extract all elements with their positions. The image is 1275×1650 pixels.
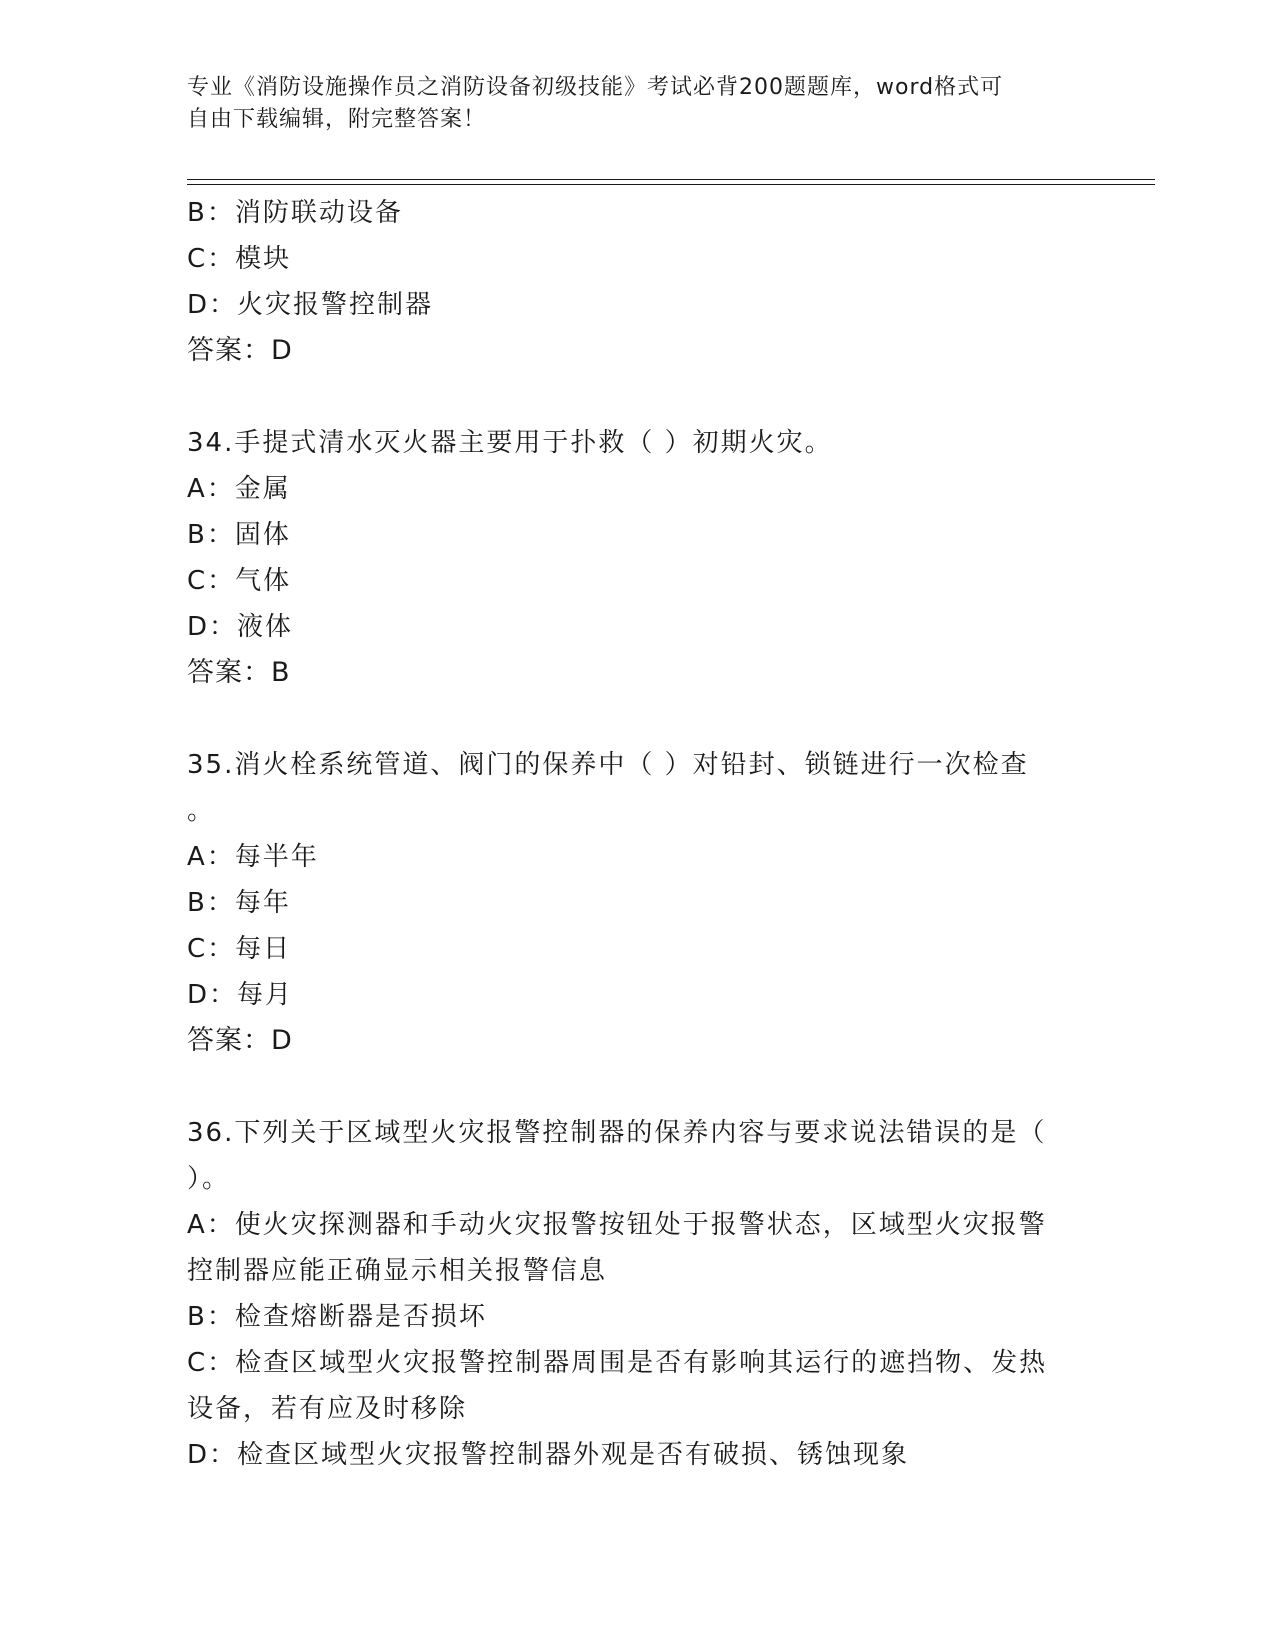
header-rule-bottom: [187, 184, 1155, 185]
option-c: C：每日: [187, 934, 292, 964]
answer: 答案：D: [187, 335, 293, 366]
option-c: C：气体: [187, 566, 292, 596]
option-a-line-2: 控制器应能正确显示相关报警信息: [187, 1256, 608, 1286]
answer: 答案：D: [187, 1025, 293, 1056]
question-36: [187, 1110, 1077, 1478]
option-c-line-2: 设备，若有应及时移除: [187, 1394, 468, 1424]
option-d: D：液体: [187, 612, 294, 642]
option-b: B：消防联动设备: [187, 198, 403, 228]
option-c: C：模块: [187, 244, 292, 274]
question-34: [187, 420, 1077, 696]
spacer: [187, 1064, 1077, 1110]
option-d: D：火灾报警控制器: [187, 290, 434, 320]
option-b: B：每年: [187, 888, 291, 918]
option-a-line-1: A：使火灾探测器和手动火灾报警按钮处于报警状态，区域型火灾报警: [187, 1210, 1047, 1240]
spacer: [187, 374, 1077, 420]
document-body: [187, 190, 1077, 1478]
question-33-tail: [187, 190, 1077, 374]
option-b: B：固体: [187, 520, 291, 550]
header-line-1: 专业《消防设施操作员之消防设备初级技能》考试必背200题题库，word格式可: [187, 75, 1004, 100]
option-b: B：检查熔断器是否损坏: [187, 1302, 487, 1332]
question-text-line-1: 35.消火栓系统管道、阀门的保养中（ ）对铅封、锁链进行一次检查: [187, 750, 1029, 780]
document-header: [187, 72, 1067, 136]
answer: 答案：B: [187, 657, 291, 688]
header-rule-top: [187, 179, 1155, 180]
spacer: [187, 696, 1077, 742]
option-a: A：金属: [187, 474, 291, 504]
option-d: D：每月: [187, 980, 294, 1010]
option-a: A：每半年: [187, 842, 319, 872]
question-35: [187, 742, 1077, 1064]
question-text-line-1: 36.下列关于区域型火灾报警控制器的保养内容与要求说法错误的是（: [187, 1118, 1047, 1148]
option-c-line-1: C：检查区域型火灾报警控制器周围是否有影响其运行的遮挡物、发热: [187, 1348, 1048, 1378]
question-text-line-2: ）。: [187, 1164, 231, 1194]
header-line-2: 自由下载编辑，附完整答案！: [187, 107, 487, 132]
question-text: 34.手提式清水灭火器主要用于扑救（ ）初期火灾。: [187, 428, 833, 458]
option-d: D：检查区域型火灾报警控制器外观是否有破损、锈蚀现象: [187, 1440, 910, 1470]
question-text-line-2: 。: [187, 796, 216, 826]
